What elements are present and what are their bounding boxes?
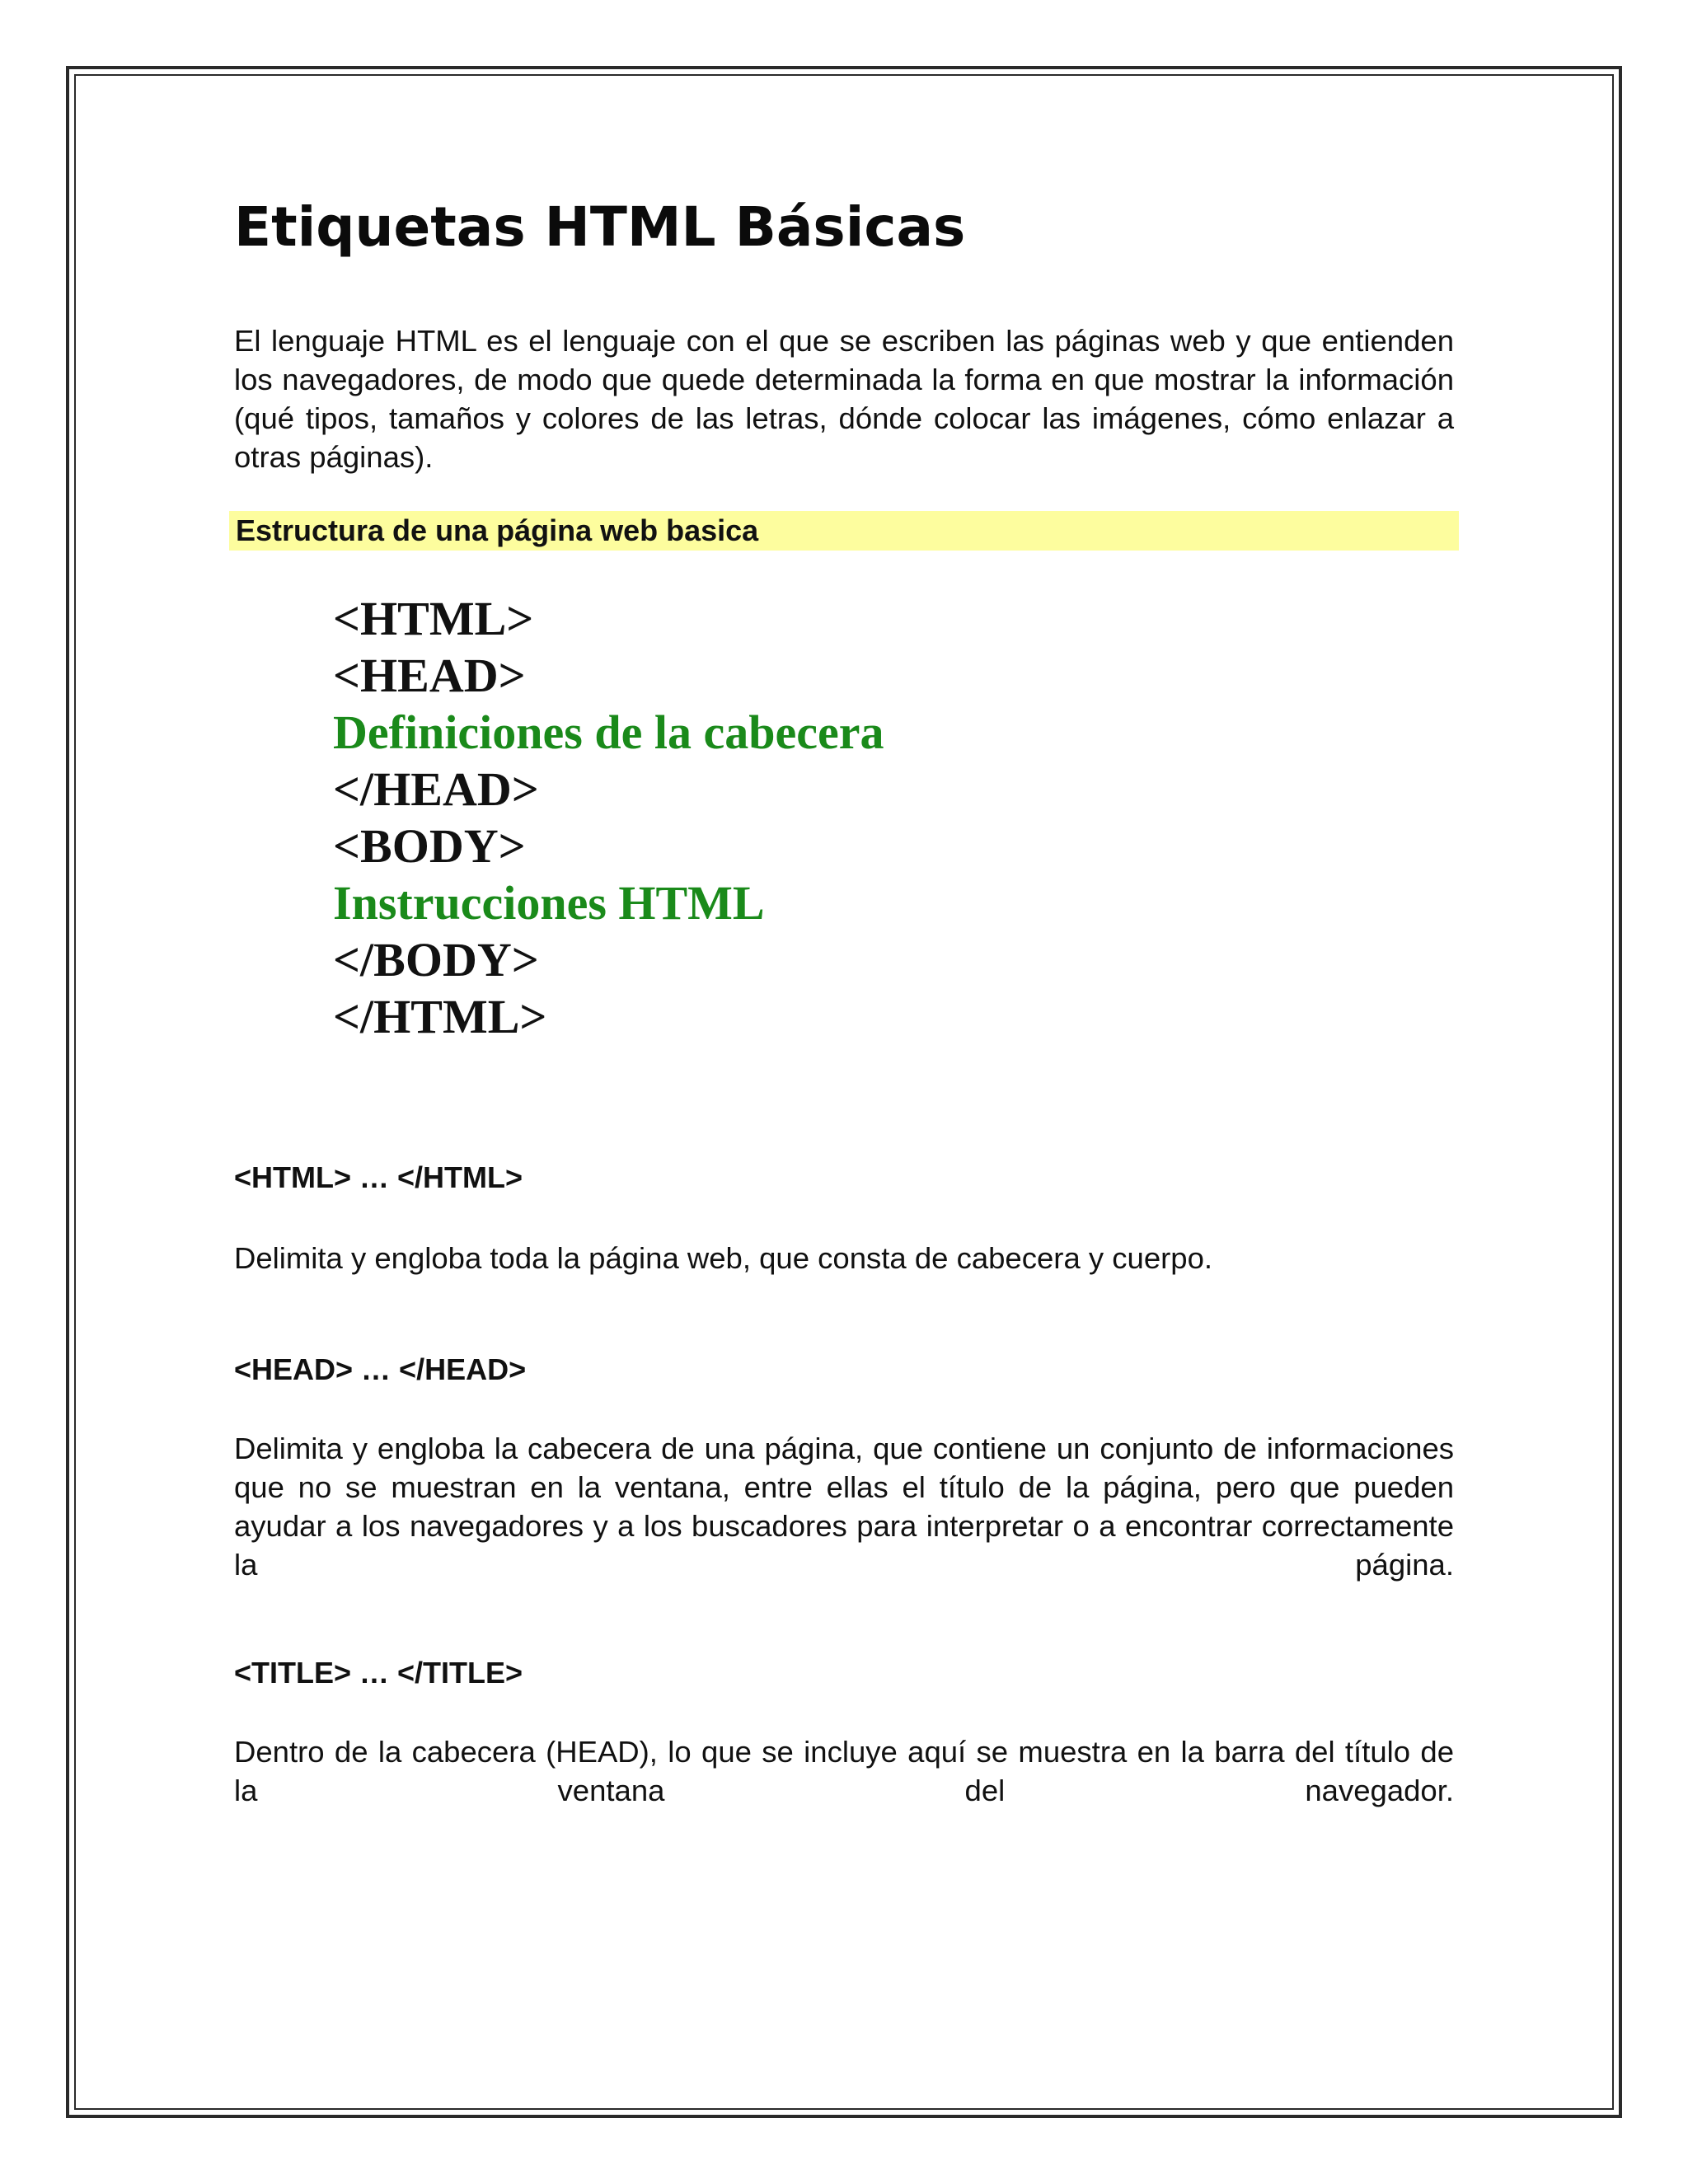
structure-heading: Estructura de una página web basica	[229, 511, 1459, 551]
section-text-html: Delimita y engloba toda la página web, que consta de cabecera y cuerpo.	[234, 1241, 1213, 1275]
code-line-head-definitions: Definiciones de la cabecera	[333, 705, 884, 759]
code-line-body-open: <BODY>	[333, 819, 526, 873]
code-line-body-close: </BODY>	[333, 933, 539, 987]
section-heading-title: <TITLE> … </TITLE>	[234, 1656, 523, 1690]
section-text-head: Delimita y engloba la cabecera de una página, que contiene un conjunto de informaciones que no se muestran en la ventana, entre ellas el título de la página, pero que pueden ayudar a los navegadores y a los buscadores para interpretar o a encontrar correctamente la página.	[234, 1432, 1454, 1582]
code-line-html-close: </HTML>	[333, 990, 547, 1043]
section-heading-html: <HTML> … </HTML>	[234, 1160, 523, 1194]
section-text-title: Dentro de la cabecera (HEAD), lo que se incluye aquí se muestra en la barra del título de la ventana del navegador.	[234, 1735, 1454, 1807]
code-line-body-instructions: Instrucciones HTML	[333, 876, 765, 930]
page-title: Etiquetas HTML Básicas	[234, 195, 966, 259]
code-line-head-open: <HEAD>	[333, 649, 526, 702]
code-line-html-open: <HTML>	[333, 592, 534, 645]
structure-code-block	[333, 590, 884, 1045]
code-line-head-close: </HEAD>	[333, 762, 539, 816]
intro-paragraph: El lenguaje HTML es el lenguaje con el que se escriben las páginas web y que entienden los navegadores, de modo que quede determinada la forma en que mostrar la información (qué tipos, tamaños y colores de las letras, dónde colocar las imágenes, cómo enlazar a otras páginas).	[234, 324, 1454, 474]
section-heading-head: <HEAD> … </HEAD>	[234, 1352, 527, 1386]
